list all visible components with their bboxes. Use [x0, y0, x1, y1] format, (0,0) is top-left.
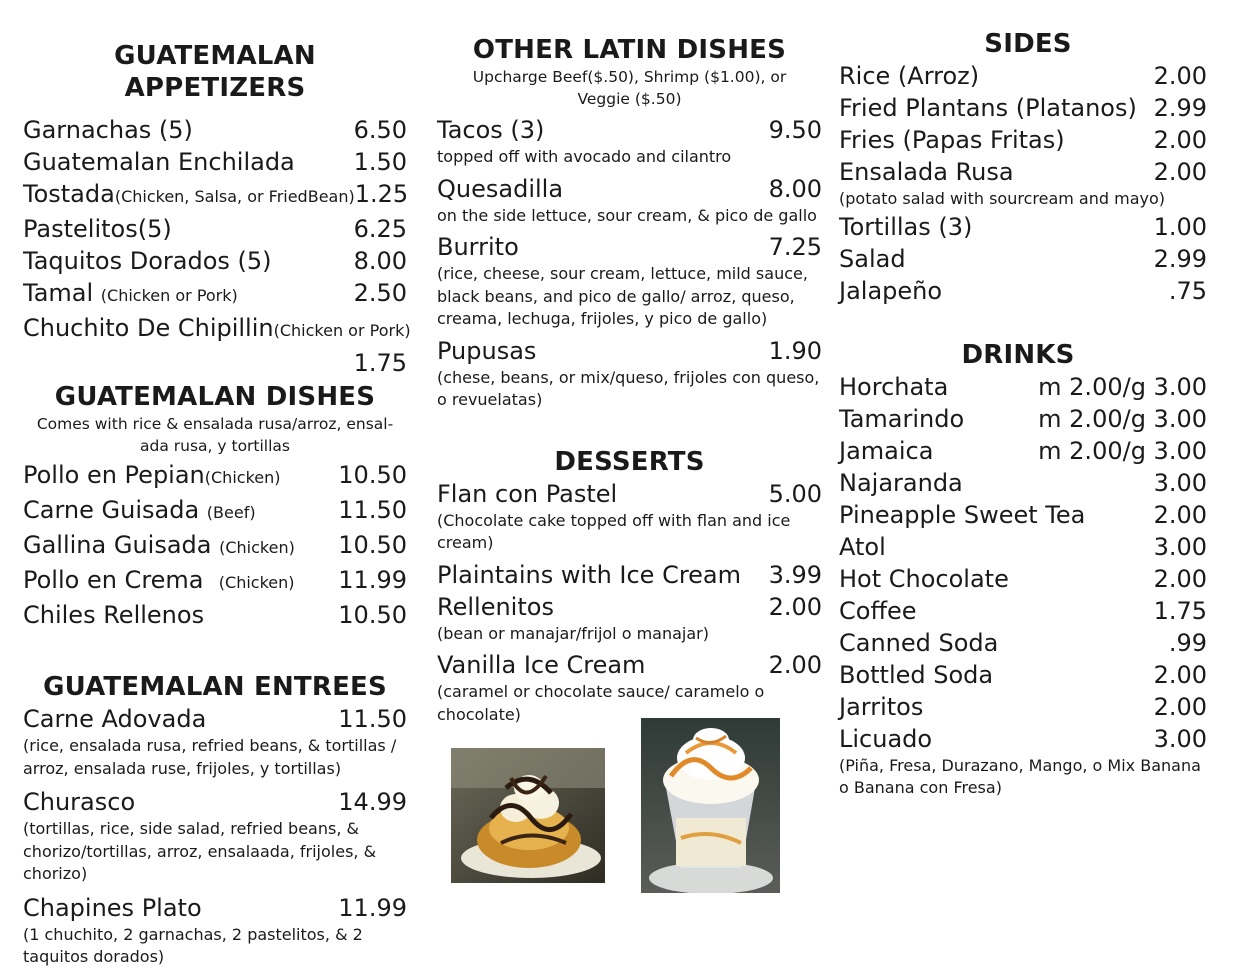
item-name: Jarritos	[839, 692, 924, 721]
item-price: 3.00	[1153, 468, 1207, 497]
item-name: Chiles Rellenos	[23, 601, 205, 629]
menu-item	[23, 786, 407, 818]
item-description: (bean or manajar/frijol o manajar)	[437, 623, 709, 643]
item-name: Plaintains with Ice Cream	[437, 560, 742, 589]
item-price: 1.50	[353, 148, 407, 176]
appetizers-heading: GUATEMALAN APPETIZERS	[114, 41, 316, 103]
item-name: Canned Soda	[839, 628, 999, 657]
desserts-heading: DESSERTS	[554, 446, 705, 477]
item-name: Horchata	[839, 372, 949, 401]
item-name: Tostada	[23, 180, 115, 208]
item-name: Licuado	[839, 724, 933, 753]
item-price: 2.00	[1153, 500, 1207, 529]
item-description: (rice, cheese, sour cream, lettuce, mild sauce, black beans, and pico de gallo/ arroz, queso, creama, lechuga, frijoles, y pico de gallo)	[437, 264, 808, 328]
menu-item	[839, 563, 1207, 595]
item-description: (tortillas, rice, side salad, refried beans, & chorizo/tortillas, arroz, ensalaada, frijoles, & chorizo)	[23, 819, 377, 883]
menu-item	[839, 723, 1207, 755]
menu-item	[839, 124, 1207, 156]
menu-item	[437, 649, 822, 681]
item-name: Quesadilla	[437, 174, 564, 203]
item-price: 2.00	[1153, 692, 1207, 721]
entrees-list	[23, 703, 407, 969]
item-name: Rice (Arroz)	[839, 62, 980, 90]
item-price: .75	[1168, 276, 1207, 305]
item-price: 10.50	[338, 461, 407, 489]
item-name: Gallina Guisada	[23, 531, 212, 559]
menu-item	[839, 627, 1207, 659]
item-description: topped off with avocado and cilantro	[437, 147, 732, 166]
item-price: 1.90	[768, 336, 822, 365]
menu-item	[839, 467, 1207, 499]
drinks-list	[839, 371, 1207, 800]
item-price: 2.00	[1153, 660, 1207, 689]
dishes-subtitle: Comes with rice & ensalada rusa/arroz, ensal-ada rusa, y tortillas	[36, 415, 394, 455]
menu-item	[839, 531, 1207, 563]
item-description: (Piña, Fresa, Durazano, Mango, o Mix Banana o Banana con Fresa)	[839, 755, 1201, 797]
item-price: 10.50	[338, 531, 407, 559]
item-price: 1.00	[1153, 212, 1207, 241]
menu-item	[23, 277, 407, 312]
menu-item	[23, 892, 407, 924]
item-price: 8.00	[768, 174, 822, 203]
menu-item	[437, 591, 822, 623]
item-price: 3.00	[1153, 724, 1207, 753]
item-name: Jalapeño	[839, 276, 943, 305]
item-name: Atol	[839, 532, 886, 561]
item-price: 2.99	[1153, 244, 1207, 273]
item-name: Fried Plantans (Platanos)	[839, 94, 1137, 122]
menu-item	[437, 559, 822, 591]
item-note: (Chicken or Pork)	[273, 321, 411, 340]
item-note: (Chicken or Pork)	[100, 286, 238, 305]
menu-item	[23, 245, 407, 277]
item-price: 6.25	[353, 215, 407, 243]
item-name: Ensalada Rusa	[839, 158, 1014, 186]
item-name: Garnachas (5)	[23, 116, 193, 144]
flan-photo	[451, 748, 605, 883]
menu-item	[437, 335, 822, 367]
item-description: (caramel or chocolate sauce/ caramelo o chocolate)	[437, 682, 765, 724]
dishes-heading: GUATEMALAN DISHES	[54, 382, 376, 412]
item-price: 7.25	[768, 233, 822, 261]
item-price: 1.75	[1153, 596, 1207, 625]
item-price: 9.50	[768, 116, 822, 144]
item-price: 2.00	[1153, 158, 1207, 186]
item-price: .99	[1168, 628, 1207, 657]
item-name: Pollo en Crema	[23, 566, 204, 594]
item-price: 3.99	[768, 560, 822, 589]
menu-item	[839, 403, 1207, 435]
menu-item	[23, 703, 407, 735]
item-name: Chapines Plato	[23, 893, 202, 922]
item-price: 1.25	[354, 180, 409, 208]
item-name: Bottled Soda	[839, 660, 994, 689]
item-name: Carne Adovada	[23, 705, 207, 733]
menu-item	[839, 60, 1207, 92]
dishes-list	[23, 459, 407, 631]
entrees-heading: GUATEMALAN ENTREES	[43, 672, 387, 702]
item-price: m 2.00/g 3.00	[1038, 372, 1207, 401]
item-name: Rellenitos	[437, 592, 554, 621]
item-price: 2.50	[353, 279, 407, 307]
item-name: Pollo en Pepian	[23, 461, 205, 489]
menu-item	[839, 243, 1207, 275]
item-name: Flan con Pastel	[437, 479, 618, 508]
item-name: Jamaica	[839, 436, 934, 465]
item-price: 2.99	[1153, 94, 1207, 122]
item-price: 2.00	[1153, 62, 1207, 90]
menu-item	[23, 529, 407, 564]
item-name: Tamarindo	[839, 404, 965, 433]
item-name: Coffee	[839, 596, 917, 625]
latin-list	[437, 114, 822, 412]
menu-item	[839, 92, 1207, 124]
item-price: 3.00	[1153, 532, 1207, 561]
item-description: on the side lettuce, sour cream, & pico de gallo	[437, 205, 817, 225]
menu-item	[437, 114, 822, 146]
item-price: 5.00	[768, 479, 822, 508]
item-name: Chuchito De Chipillin	[23, 314, 274, 342]
menu-item	[23, 459, 407, 494]
item-name: Taquitos Dorados (5)	[23, 247, 272, 275]
item-price: 2.00	[768, 651, 822, 679]
item-price: 14.99	[338, 788, 407, 816]
menu-item	[23, 312, 411, 347]
item-note: (Beef)	[206, 503, 256, 522]
item-price: 8.00	[353, 247, 407, 275]
menu-item	[839, 435, 1207, 467]
item-price: m 2.00/g 3.00	[1038, 436, 1207, 465]
item-name: Pupusas	[437, 336, 537, 365]
item-price: 11.50	[338, 705, 407, 733]
desserts-list	[437, 478, 822, 727]
item-price: 2.00	[1153, 564, 1207, 593]
item-description: (rice, ensalada rusa, refried beans, & tortillas / arroz, ensalada ruse, frijoles, y tortillas)	[23, 736, 397, 778]
item-price: 11.99	[338, 893, 407, 922]
menu-item	[23, 146, 407, 178]
menu-item	[23, 564, 407, 599]
item-price: 1.75	[353, 349, 407, 377]
item-name: Najaranda	[839, 468, 963, 497]
item-description: (Chocolate cake topped off with flan and ice cream)	[437, 510, 791, 552]
item-price: 11.99	[338, 566, 407, 594]
item-name: Fries (Papas Fritas)	[839, 126, 1065, 154]
item-name: Guatemalan Enchilada	[23, 148, 295, 176]
item-name: Vanilla Ice Cream	[437, 651, 646, 679]
column-right	[839, 0, 1207, 800]
menu-item	[23, 114, 407, 146]
menu-item	[23, 213, 407, 245]
menu-item	[437, 173, 822, 205]
sides-heading: SIDES	[984, 29, 1072, 59]
sides-list	[839, 60, 1207, 307]
item-description: (1 chuchito, 2 garnachas, 2 pastelitos, & 2 taquitos dorados)	[23, 924, 363, 966]
menu-item	[839, 371, 1207, 403]
item-name: Burrito	[437, 233, 519, 261]
item-note: (Chicken)	[204, 468, 281, 487]
item-note: (Chicken)	[219, 538, 295, 557]
menu-item	[839, 499, 1207, 531]
menu-item	[839, 275, 1207, 307]
item-price: 11.50	[338, 496, 407, 524]
item-name: Churasco	[23, 788, 136, 816]
item-name: Tamal	[23, 279, 94, 307]
item-name: Tortillas (3)	[839, 212, 973, 241]
menu-item	[437, 478, 822, 510]
item-price: 2.00	[1153, 126, 1207, 154]
ice-cream-photo	[641, 718, 780, 893]
item-description: (potato salad with sourcream and mayo)	[839, 189, 1165, 208]
item-name: Carne Guisada	[23, 496, 200, 524]
menu-item	[23, 599, 407, 631]
item-price: 6.50	[353, 116, 407, 144]
item-price: m 2.00/g 3.00	[1038, 404, 1207, 433]
menu-item	[839, 659, 1207, 691]
item-note: (Chicken, Salsa, or FriedBean)	[114, 187, 355, 206]
item-price: 10.50	[338, 601, 407, 629]
item-name: Salad	[839, 244, 906, 273]
menu-item	[23, 494, 407, 529]
appetizers-list	[23, 114, 411, 379]
item-note: (Chicken)	[218, 573, 295, 592]
item-name: Pastelitos(5)	[23, 215, 172, 243]
item-description: (chese, beans, or mix/queso, frijoles con queso, o revuelatas)	[437, 367, 820, 409]
item-name: Tacos (3)	[437, 116, 545, 144]
item-name: Pineapple Sweet Tea	[839, 500, 1086, 529]
menu-item	[23, 178, 407, 213]
menu-item	[839, 211, 1207, 243]
menu-item	[839, 595, 1207, 627]
menu-item	[839, 691, 1207, 723]
item-price: 2.00	[768, 592, 822, 621]
menu-item	[839, 156, 1207, 188]
menu-item	[437, 231, 822, 263]
latin-subtitle: Upcharge Beef($.50), Shrimp ($1.00), or Veggie ($.50)	[472, 68, 787, 108]
column-left	[23, 0, 411, 969]
item-name: Hot Chocolate	[839, 564, 1009, 593]
drinks-heading: DRINKS	[961, 339, 1075, 370]
column-middle	[437, 0, 822, 726]
latin-heading: OTHER LATIN DISHES	[472, 35, 787, 65]
